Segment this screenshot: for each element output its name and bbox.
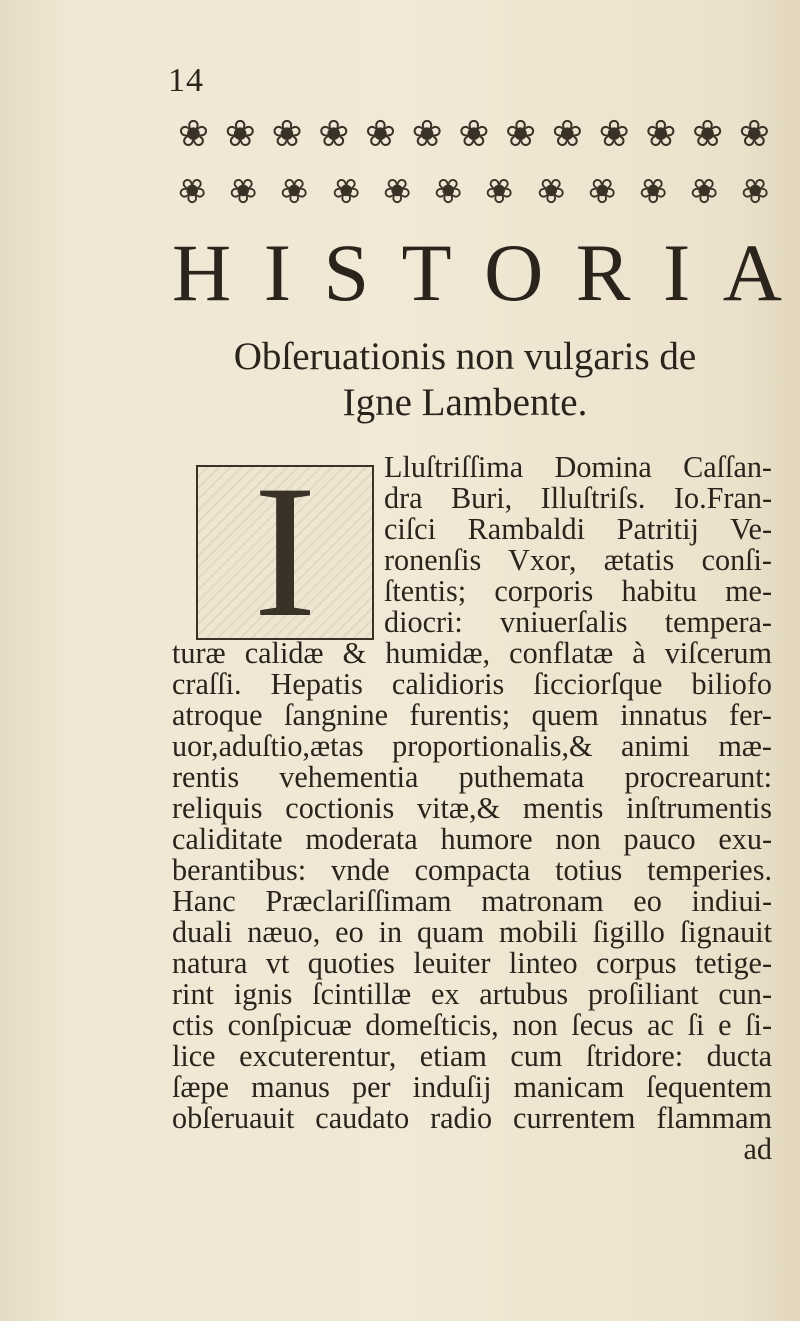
fleuron-icon: ❀ [382,170,412,210]
text-line: obſeruauit caudato radio currentem flammam [172,1101,772,1135]
fleuron-icon: ❀ [587,170,617,210]
subtitle-line-1: Obſeruationis non vulgaris de [233,335,697,378]
fleuron-icon: ❀ [458,112,490,155]
fleuron-icon: ❀ [178,170,207,210]
fleuron-icon: ❀ [692,112,724,155]
fleuron-icon: ❀ [318,112,350,155]
text-line: ciſci Rambaldi Patritij Ve- [384,512,772,546]
title-letter: I [263,227,291,318]
text-line: dra Buri, Illuſtriſs. Io.Fran- [384,481,772,515]
text-line: ad [743,1132,772,1166]
subtitle-line-2: Igne Lambente. [342,381,588,424]
fleuron-icon: ❀ [551,112,583,155]
fleuron-icon: ❀ [178,112,210,155]
title-letter: R [575,227,631,318]
text-line: diocri: vniuerſalis tempera- [384,605,772,639]
title-letter: A [722,227,782,318]
title-letter: S [323,227,370,318]
text-line: ctis conſpicuæ domeſticis, non ſecus ac ſi e ſi- [172,1008,772,1042]
ornament-row-top [178,112,770,156]
decorative-headpiece [178,112,770,212]
fleuron-icon: ❀ [690,170,719,210]
fleuron-icon: ❀ [598,112,630,155]
fleuron-icon: ❀ [434,170,463,210]
text-line: ſæpe manus per induſij manicam ſequentem [172,1070,772,1104]
text-line: uor,aduſtio,ætas proportionalis,& animi mæ- [172,729,772,763]
body-text [172,452,772,1165]
text-line: rentis vehementia puthemata procrearunt: [172,760,772,794]
text-line: craſſi. Hepatis calidioris ſicciorſque biliofo [172,667,772,701]
ornament-row-bottom [178,168,770,212]
text-line: Hanc Præclariſſimam matronam eo indiui- [172,884,772,918]
fleuron-icon: ❀ [331,170,361,210]
fleuron-icon: ❀ [280,170,309,210]
fleuron-icon: ❀ [485,170,514,210]
fleuron-icon: ❀ [741,170,770,210]
fleuron-icon: ❀ [738,112,770,155]
fleuron-icon: ❀ [229,170,258,210]
title-letter: H [172,227,232,318]
text-line: caliditate moderata humore non pauco exu- [172,822,772,856]
fleuron-icon: ❀ [638,170,668,210]
text-line: Lluſtriſſima Domina Caſſan- [384,450,772,484]
text-line: turæ calidæ & humidæ, conflatæ à viſcerum [172,636,772,670]
text-line: lice excuterentur, etiam cum ſtridore: ducta [172,1039,772,1073]
initial-letter: I [253,465,317,640]
fleuron-icon: ❀ [536,170,566,210]
chapter-subtitle [165,334,765,426]
text-line: ſtentis; corporis habitu me- [384,574,772,608]
title-letter: T [401,227,452,318]
page-number: 14 [168,62,204,99]
title-letter: O [484,227,544,318]
chapter-title [172,228,782,318]
fleuron-icon: ❀ [645,112,677,155]
text-line: atroque ſangnine furentis; quem innatus fer- [172,698,772,732]
title-letter: I [662,227,691,318]
text-line: reliquis coctionis vitæ,& mentis inſtrumentis [172,791,772,825]
text-line: rint ignis ſcintillæ ex artubus proſiliant cun- [172,977,772,1011]
text-line: berantibus: vnde compacta totius temperies. [172,853,772,887]
fleuron-icon: ❀ [224,112,256,155]
text-line: duali næuo, eo in quam mobili ſigillo ſignauit [172,915,772,949]
fleuron-icon: ❀ [411,112,443,155]
fleuron-icon: ❀ [505,112,537,155]
fleuron-icon: ❀ [364,112,396,155]
fleuron-icon: ❀ [271,112,303,155]
text-line: natura vt quoties leuiter linteo corpus tetige- [172,946,772,980]
text-line: ronenſis Vxor, ætatis conſi- [384,543,772,577]
